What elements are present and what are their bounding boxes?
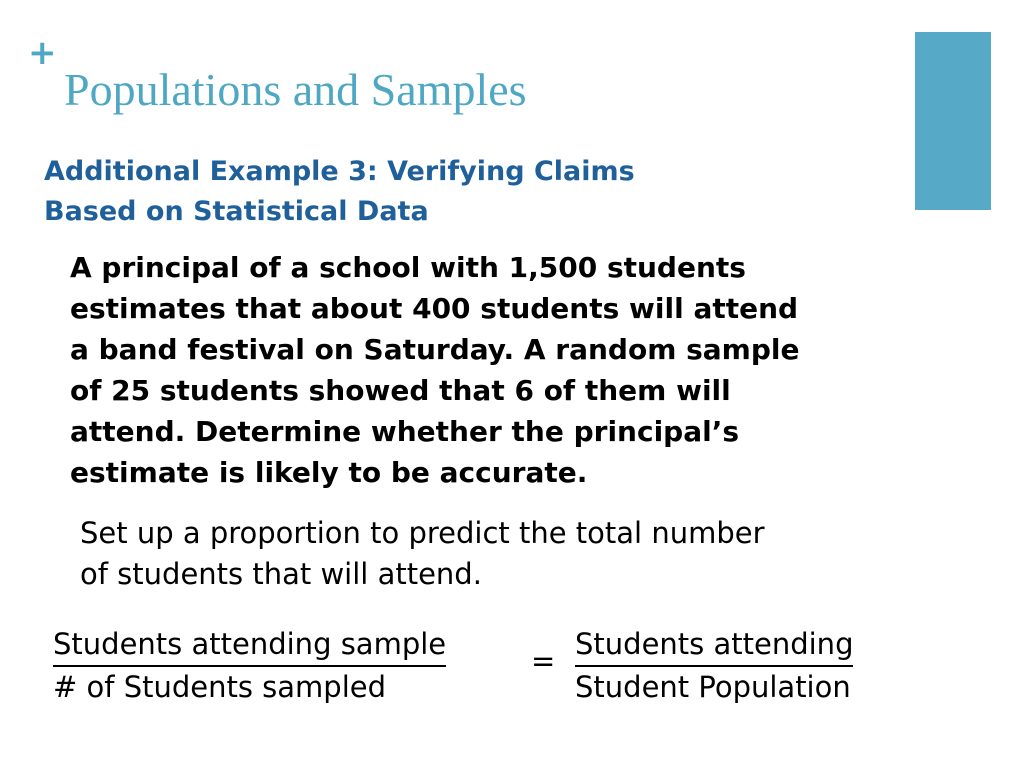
example-subtitle bbox=[44, 152, 635, 232]
accent-bar bbox=[915, 32, 991, 210]
problem-line: of 25 students showed that 6 of them will bbox=[70, 374, 731, 407]
right-denominator: Student Population bbox=[575, 670, 851, 704]
right-numerator: Students attending bbox=[575, 624, 853, 667]
right-fraction bbox=[575, 624, 853, 708]
problem-line: estimates that about 400 students will attend bbox=[70, 292, 799, 325]
instruction-line: Set up a proportion to predict the total number bbox=[80, 516, 765, 550]
subtitle-line: Additional Example 3: Verifying Claims bbox=[44, 156, 635, 187]
left-numerator: Students attending sample bbox=[53, 624, 446, 667]
problem-line: A principal of a school with 1,500 students bbox=[70, 251, 746, 284]
problem-line: a band festival on Saturday. A random sample bbox=[70, 333, 800, 366]
left-denominator: # of Students sampled bbox=[53, 670, 387, 704]
instruction-line: of students that will attend. bbox=[80, 557, 482, 591]
problem-line: estimate is likely to be accurate. bbox=[70, 456, 588, 489]
instruction-text bbox=[80, 513, 960, 595]
problem-statement bbox=[70, 247, 980, 493]
equals-sign: = bbox=[531, 644, 556, 678]
slide-title: Populations and Samples bbox=[64, 64, 527, 115]
problem-line: attend. Determine whether the principal’s bbox=[70, 415, 740, 448]
plus-icon: + bbox=[28, 33, 57, 73]
left-fraction bbox=[53, 624, 446, 708]
subtitle-line: Based on Statistical Data bbox=[44, 196, 429, 227]
